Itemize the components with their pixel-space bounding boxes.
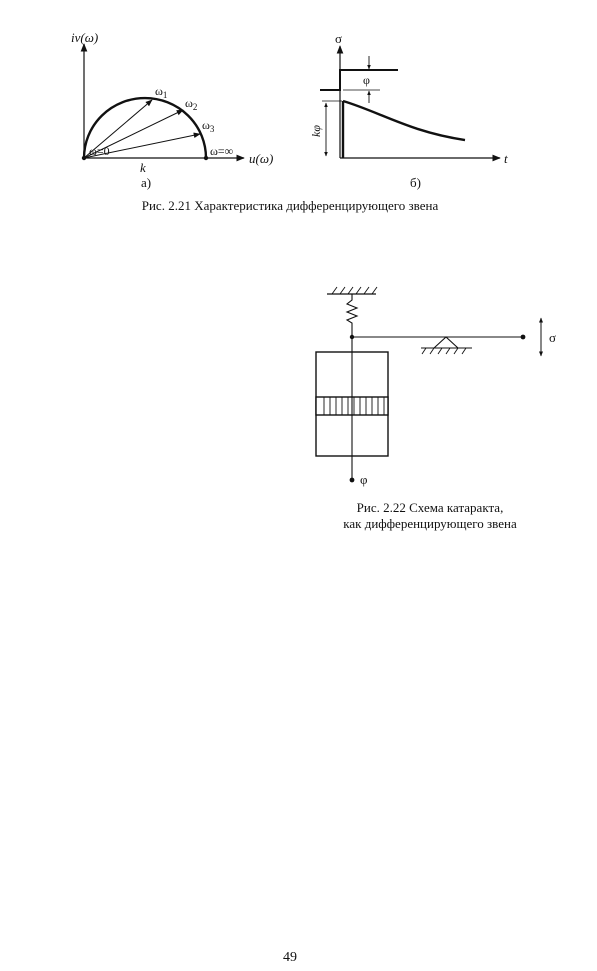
kphi-label: kφ [309, 125, 323, 137]
t-label: t [504, 151, 508, 166]
phi-label-c: φ [360, 472, 368, 487]
lever-end-point [521, 335, 526, 340]
figure-a-nyquist-plot [71, 30, 273, 190]
point-omega-inf [204, 156, 208, 160]
figure-2-22-caption-line2: как дифференцирующего звена [343, 516, 517, 531]
omega1-label: $\omega_1$ [155, 84, 168, 100]
figure-2-22-caption [300, 500, 560, 532]
pivot-hatching [422, 348, 466, 354]
point-omega-zero [82, 156, 86, 160]
omega-inf-label: ω=∞ [210, 144, 234, 158]
x-axis-label: u(ω) [249, 151, 274, 166]
input-step [320, 70, 398, 90]
k-label: k [140, 160, 146, 175]
sigma-label-c: σ [549, 330, 557, 345]
y-axis-label: iv(ω) [71, 30, 99, 45]
figure-c-cataract-scheme [316, 287, 556, 487]
panel-a-label: а) [141, 175, 152, 190]
figure-2-22-caption-line1: Рис. 2.22 Схема катаракта, [356, 500, 504, 515]
omega-zero-label: ω=0 [89, 144, 110, 158]
rod-end-point [350, 478, 355, 483]
panel-b-label: б) [410, 175, 421, 190]
figure-b-step-response [309, 31, 508, 190]
pivot-triangle [434, 337, 458, 348]
sigma-label: σ [335, 31, 343, 46]
top-support-hatching [332, 287, 377, 294]
figure-2-21-caption: Рис. 2.21 Характеристика дифференцирующего звена [141, 198, 439, 213]
spring [347, 294, 357, 337]
page-number: 49 [283, 950, 297, 965]
output-decay-curve [343, 101, 465, 140]
omega2-label: $\omega_2$ [185, 96, 198, 112]
phi-label: φ [363, 73, 370, 87]
omega3-label: $\omega_3$ [202, 118, 215, 134]
